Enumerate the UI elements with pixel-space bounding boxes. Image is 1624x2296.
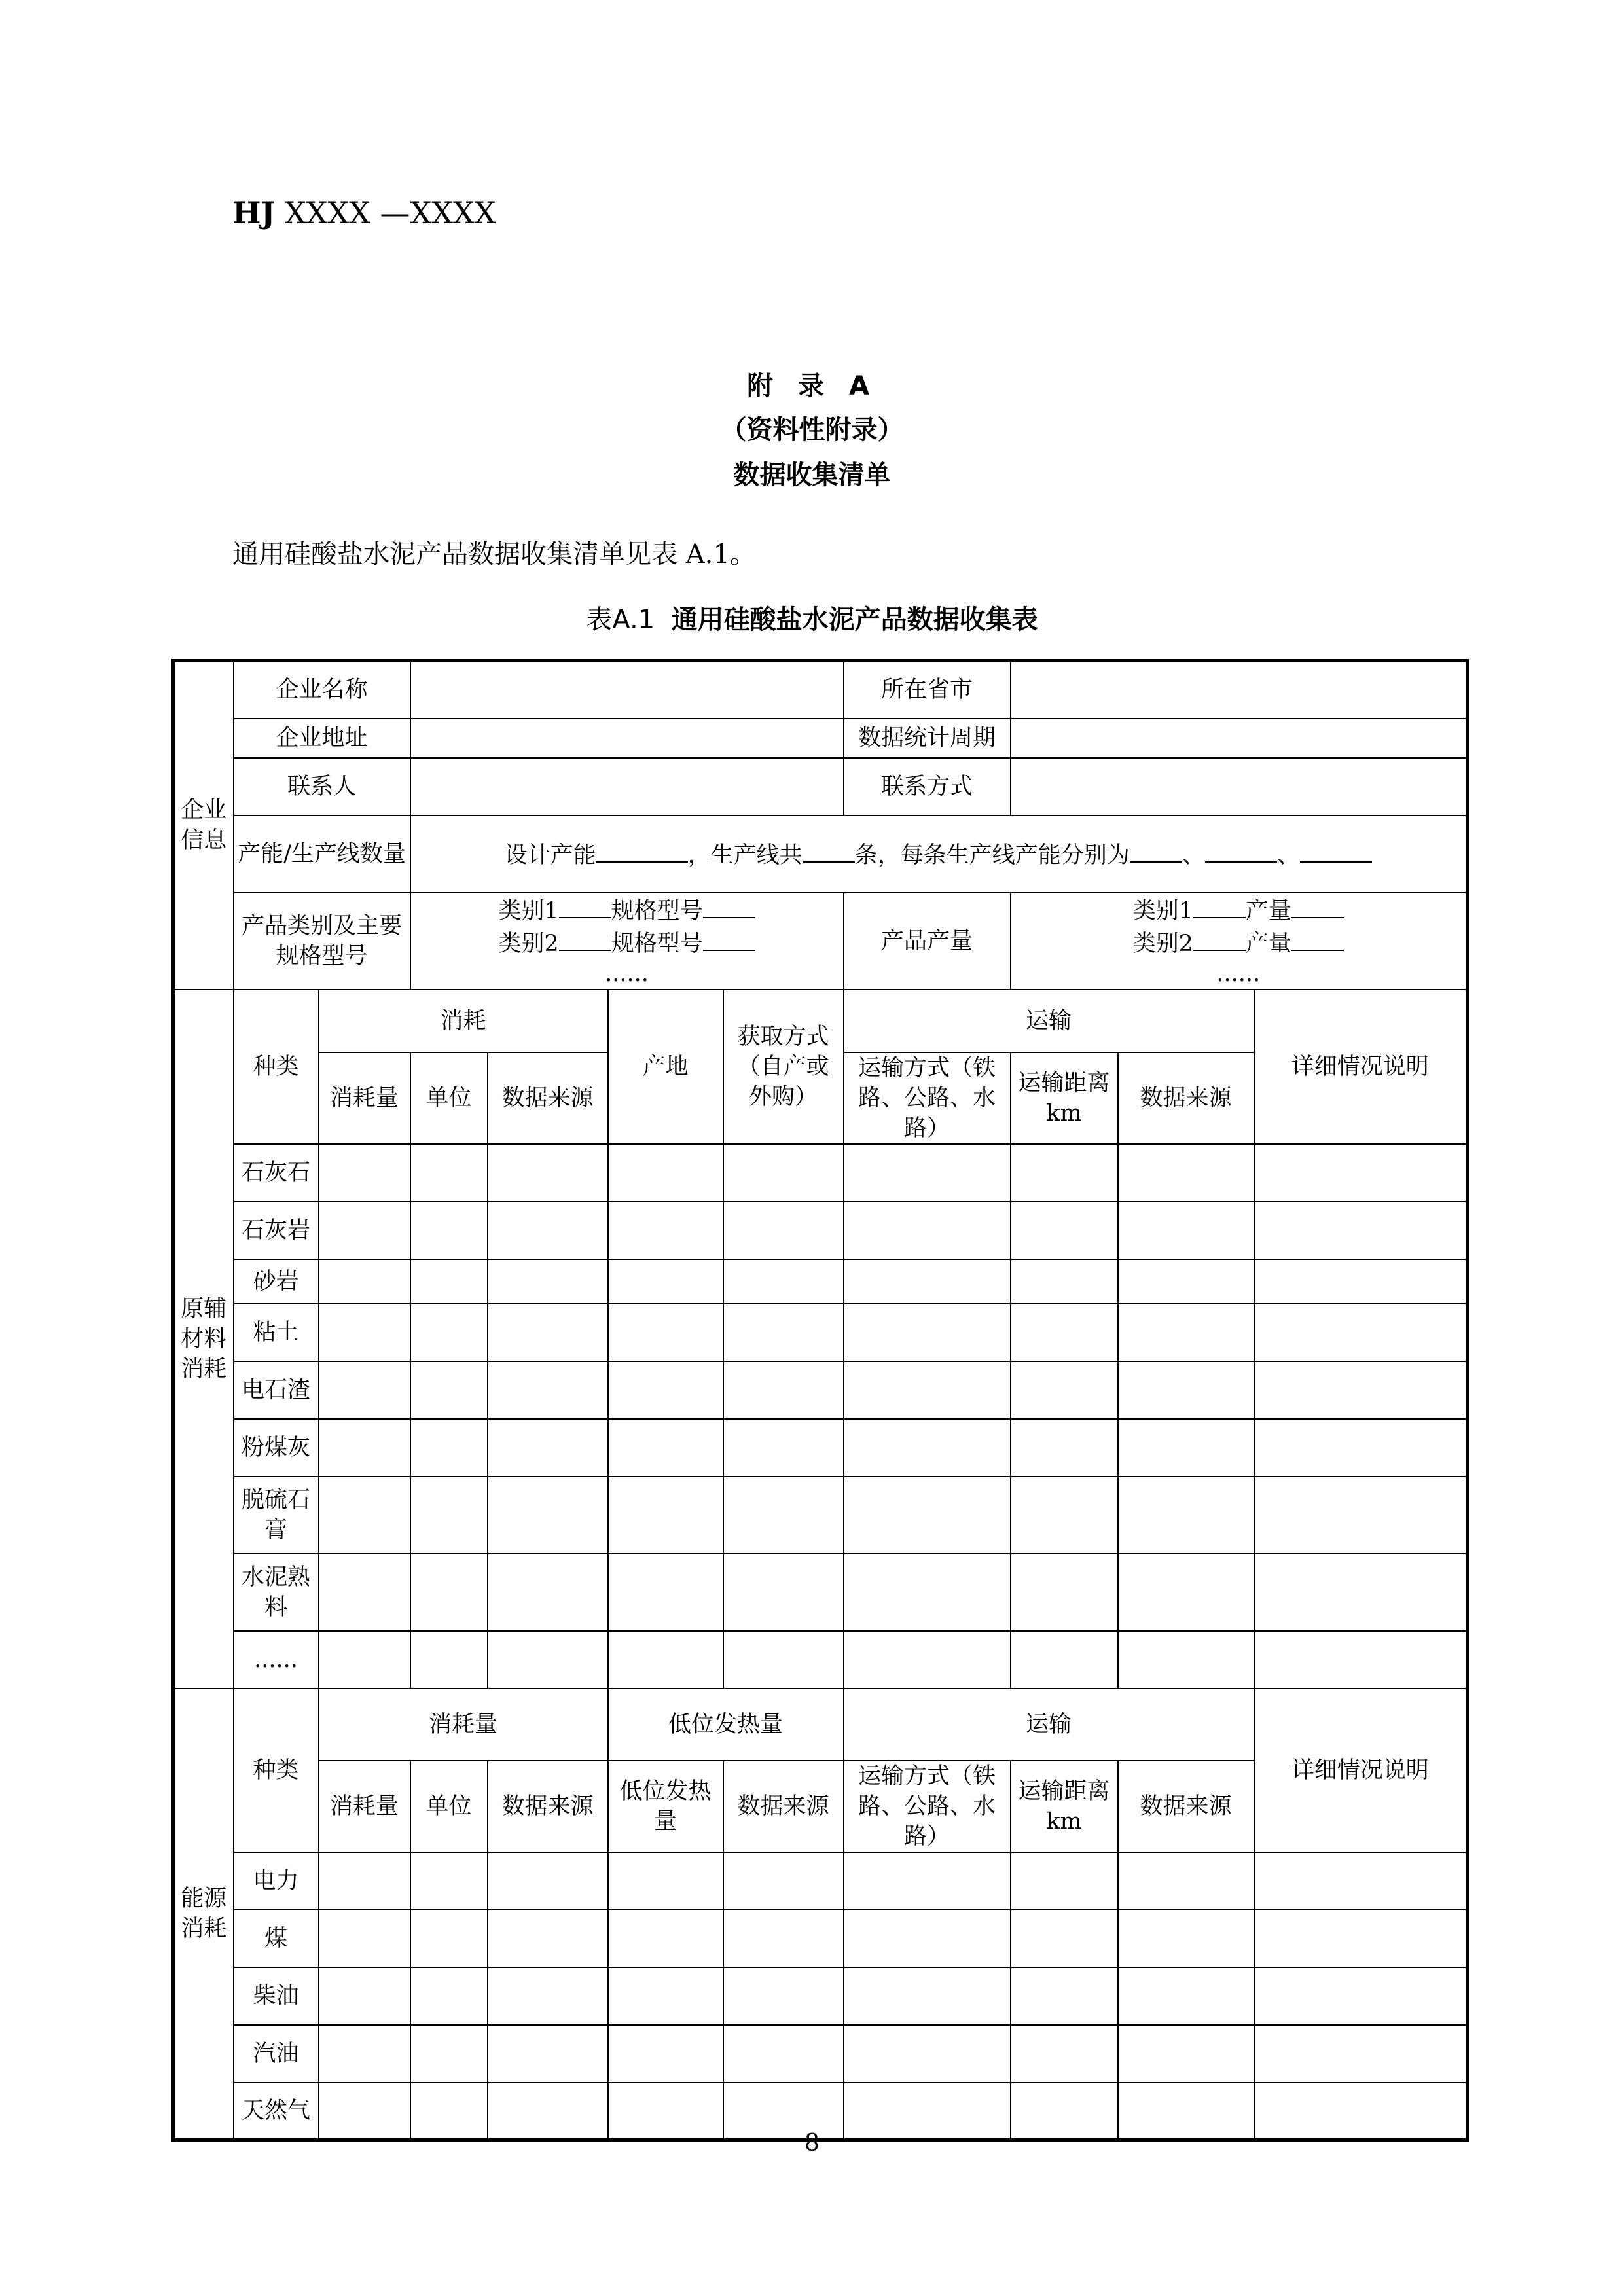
energy-amount-header: 消耗量 [319,1761,410,1852]
table-cell[interactable] [723,1852,844,1910]
product-cat1-blank[interactable] [559,893,611,918]
table-cell[interactable] [844,1419,1011,1477]
table-cell[interactable] [488,1477,608,1554]
table-cell[interactable] [319,1967,410,2025]
table-row [173,661,1468,719]
table-row [173,758,1468,816]
energy-transport-header: 运输 [844,1689,1254,1761]
output-label: 产品产量 [844,893,1011,990]
table-cell[interactable] [410,1477,488,1554]
table-cell[interactable] [319,1259,410,1304]
stat-period-label: 数据统计周期 [844,719,1011,758]
energy-unit-header: 单位 [410,1761,488,1852]
table-row [173,1554,1468,1631]
table-cell[interactable] [410,1202,488,1259]
energy-transport-distance-header: 运输距离km [1011,1761,1118,1852]
table-row [173,2025,1468,2083]
output-value[interactable] [1011,893,1468,990]
energy-transport-source-header: 数据来源 [1118,1761,1254,1852]
table-cell[interactable] [1118,1631,1254,1689]
table-cell[interactable] [488,1259,608,1304]
table-row [173,1304,1468,1361]
table-cell[interactable] [488,1202,608,1259]
raw-item-label: 粘土 [234,1304,319,1361]
table-cell[interactable] [1011,1361,1118,1419]
table-cell[interactable] [1011,1852,1118,1910]
table-cell[interactable] [410,1361,488,1419]
table-cell[interactable] [1118,1554,1254,1631]
table-row [173,719,1468,758]
stat-period-value[interactable] [1011,719,1468,758]
table-cell[interactable] [319,1631,410,1689]
table-cell[interactable] [1011,2025,1118,2083]
company-name-label: 企业名称 [234,661,410,719]
table-cell[interactable] [319,1419,410,1477]
energy-heat-sub-header: 低位发热量 [608,1761,723,1852]
table-cell[interactable] [488,1852,608,1910]
table-cell[interactable] [488,1910,608,1967]
raw-transport-source-header: 数据来源 [1118,1052,1254,1144]
table-cell[interactable] [1254,1419,1468,1477]
contact-person-label: 联系人 [234,758,410,816]
table-cell[interactable] [844,1202,1011,1259]
province-city-label: 所在省市 [844,661,1011,719]
table-cell[interactable] [844,1852,1011,1910]
raw-item-label: 砂岩 [234,1259,319,1304]
table-row [173,1477,1468,1554]
product-spec2-blank[interactable] [703,926,755,951]
raw-item-label: 水泥熟料 [234,1554,319,1631]
raw-origin-header: 产地 [608,990,723,1144]
table-row [173,990,1468,1052]
table-cell[interactable] [844,1361,1011,1419]
table-cell[interactable] [844,1144,1011,1202]
capacity-text-1: 设计产能 [504,842,596,869]
energy-heat-source-header: 数据来源 [723,1761,844,1852]
energy-transport-mode-header: 运输方式（铁路、公路、水路） [844,1761,1011,1852]
table-cell[interactable] [723,1554,844,1631]
product-cat1-label: 类别1 [498,897,559,924]
energy-heat-header: 低位发热量 [608,1689,844,1761]
table-cell[interactable] [723,2025,844,2083]
energy-section-label: 能源消耗 [173,1689,234,2140]
output-cat1-label: 类别1 [1132,897,1193,924]
table-row [173,1689,1468,1761]
table-cell[interactable] [723,1144,844,1202]
table-cell[interactable] [1011,1477,1118,1554]
code-prefix: HJ [232,195,276,230]
table-cell[interactable] [844,1259,1011,1304]
table-row [173,1361,1468,1419]
table-cell[interactable] [1254,1852,1468,1910]
table-row [173,816,1468,893]
line-capacity-blank-3[interactable] [1300,838,1372,863]
output-cat1-blank[interactable] [1193,893,1246,918]
table-cell[interactable] [319,1554,410,1631]
energy-details-header: 详细情况说明 [1254,1689,1468,1852]
table-cell[interactable] [608,1910,723,1967]
table-cell[interactable] [723,1202,844,1259]
table-cell[interactable] [608,2025,723,2083]
capacity-fill-line[interactable] [410,816,1468,893]
product-spec-value[interactable] [410,893,844,990]
table-cell[interactable] [844,1631,1011,1689]
raw-transport-distance-header: 运输距离km [1011,1052,1118,1144]
table-cell[interactable] [488,1361,608,1419]
raw-item-label: 脱硫石膏 [234,1477,319,1554]
table-cell[interactable] [723,1419,844,1477]
output-qty2-label: 产量 [1245,930,1291,957]
table-cell[interactable] [1118,1419,1254,1477]
product-spec1-label: 规格型号 [611,897,703,924]
table-cell[interactable] [723,1967,844,2025]
document-code-header [232,195,496,230]
table-cell[interactable] [488,1631,608,1689]
product-spec-label: 产品类别及主要规格型号 [234,893,410,990]
table-cell[interactable] [488,1554,608,1631]
product-spec1-blank[interactable] [703,893,755,918]
table-cell[interactable] [844,1304,1011,1361]
design-capacity-blank[interactable] [596,838,688,863]
table-cell[interactable] [1254,1967,1468,2025]
table-cell[interactable] [1011,1419,1118,1477]
page-number: 8 [804,2130,820,2157]
table-cell[interactable] [410,1631,488,1689]
table-cell[interactable] [319,1361,410,1419]
table-cell[interactable] [1254,1631,1468,1689]
output-qty1-label: 产量 [1245,897,1291,924]
energy-item-label: 煤 [234,1910,319,1967]
table-cell[interactable] [723,1259,844,1304]
table-cell[interactable] [1011,1554,1118,1631]
energy-item-label: 电力 [234,1852,319,1910]
data-collection-table [171,659,1469,2142]
table-cell[interactable] [1118,1304,1254,1361]
table-cell[interactable] [410,1554,488,1631]
product-cat2-blank[interactable] [559,926,611,951]
table-cell[interactable] [844,1967,1011,2025]
appendix-subtitle: （资料性附录） [720,415,904,445]
raw-consumption-header: 消耗 [319,990,608,1052]
contact-info-value[interactable] [1011,758,1468,816]
table-cell[interactable] [1118,1967,1254,2025]
raw-item-label: ...... [234,1631,319,1689]
table-cell[interactable] [319,1144,410,1202]
table-cell[interactable] [1254,1202,1468,1259]
raw-acquisition-header: 获取方式（自产或外购） [723,990,844,1144]
table-cell[interactable] [1254,2025,1468,2083]
raw-item-label: 电石渣 [234,1361,319,1419]
capacity-sep-1: 、 [1182,842,1205,869]
raw-material-section-label: 原辅材料消耗 [173,990,234,1689]
table-cell[interactable] [410,1419,488,1477]
table-caption [0,599,1624,636]
table-cell[interactable] [1118,1477,1254,1554]
table-row [173,1202,1468,1259]
table-cell[interactable] [410,1910,488,1967]
table-row [173,1259,1468,1304]
product-cat2-label: 类别2 [498,930,559,957]
code-rest: XXXX —XXXX [275,195,496,230]
line-count-blank[interactable] [803,838,855,863]
table-cell[interactable] [410,1144,488,1202]
table-cell[interactable] [488,2025,608,2083]
table-cell[interactable] [1118,1910,1254,1967]
table-cell[interactable] [1254,1144,1468,1202]
table-row [173,1419,1468,1477]
line-capacity-blank-2[interactable] [1205,838,1277,863]
table-title: 通用硅酸盐水泥产品数据收集表 [671,605,1038,635]
contact-info-label: 联系方式 [844,758,1011,816]
table-cell[interactable] [319,1910,410,1967]
raw-details-header: 详细情况说明 [1254,990,1468,1144]
output-ellipsis: ...... [1216,960,1261,987]
table-cell[interactable] [844,1554,1011,1631]
energy-item-label: 柴油 [234,1967,319,2025]
table-cell[interactable] [488,1967,608,2025]
table-cell[interactable] [608,1554,723,1631]
energy-source-header: 数据来源 [488,1761,608,1852]
table-cell[interactable] [608,1967,723,2025]
table-cell[interactable] [319,1477,410,1554]
capacity-label: 产能/生产线数量 [234,816,410,893]
output-cat2-label: 类别2 [1132,930,1193,957]
table-cell[interactable] [608,1419,723,1477]
table-cell[interactable] [1011,1631,1118,1689]
table-cell[interactable] [723,1631,844,1689]
raw-transport-header: 运输 [844,990,1254,1052]
table-cell[interactable] [410,1852,488,1910]
line-capacity-blank-1[interactable] [1130,838,1182,863]
table-cell[interactable] [608,1259,723,1304]
table-cell[interactable] [319,1304,410,1361]
raw-item-label: 石灰石 [234,1144,319,1202]
table-cell[interactable] [410,1304,488,1361]
contact-person-value[interactable] [410,758,844,816]
table-cell[interactable] [410,1259,488,1304]
output-cat2-blank[interactable] [1193,926,1246,951]
capacity-text-3: 条，每条生产线产能分别为 [854,842,1130,869]
table-row [173,1967,1468,2025]
intro-paragraph: 通用硅酸盐水泥产品数据收集清单见表 A.1。 [232,539,756,569]
table-cell[interactable] [1254,1554,1468,1631]
table-cell[interactable] [608,1202,723,1259]
table-cell[interactable] [1011,1259,1118,1304]
table-cell[interactable] [1254,1477,1468,1554]
table-cell[interactable] [608,1631,723,1689]
table-cell[interactable] [488,1304,608,1361]
raw-unit-header: 单位 [410,1052,488,1144]
table-cell[interactable] [319,2025,410,2083]
table-cell[interactable] [319,1852,410,1910]
table-cell[interactable] [1011,1304,1118,1361]
address-label: 企业地址 [234,719,410,758]
province-city-value[interactable] [1011,661,1468,719]
table-cell[interactable] [1011,1202,1118,1259]
table-number: 表A.1 [586,605,655,635]
table-row [173,1910,1468,1967]
raw-item-label: 石灰岩 [234,1202,319,1259]
address-value[interactable] [410,719,844,758]
table-row [173,893,1468,990]
table-cell[interactable] [608,1477,723,1554]
appendix-name: 数据收集清单 [733,460,891,490]
table-cell[interactable] [1118,1852,1254,1910]
table-cell[interactable] [1254,1304,1468,1361]
table-cell[interactable] [1254,1910,1468,1967]
table-cell[interactable] [1118,1361,1254,1419]
table-cell[interactable] [723,1910,844,1967]
product-spec2-label: 规格型号 [611,930,703,957]
table-cell[interactable] [844,1910,1011,1967]
raw-item-label: 粉煤灰 [234,1419,319,1477]
table-row [173,1144,1468,1202]
table-cell[interactable] [608,1304,723,1361]
product-ellipsis: ...... [605,960,649,987]
capacity-text-2: ，生产线共 [687,842,803,869]
table-cell[interactable] [488,1419,608,1477]
table-cell[interactable] [723,1304,844,1361]
raw-transport-mode-header: 运输方式（铁路、公路、水路） [844,1052,1011,1144]
table-cell[interactable] [410,1967,488,2025]
capacity-sep-2: 、 [1276,842,1300,869]
table-row [173,1631,1468,1689]
table-cell[interactable] [488,1144,608,1202]
energy-type-header: 种类 [234,1689,319,1852]
table-cell[interactable] [1118,1144,1254,1202]
table-cell[interactable] [1011,1967,1118,2025]
energy-item-label: 天然气 [234,2083,319,2140]
table-cell[interactable] [723,1361,844,1419]
table-cell[interactable] [844,1477,1011,1554]
table-cell[interactable] [1118,1202,1254,1259]
company-name-value[interactable] [410,661,844,719]
table-cell[interactable] [608,1144,723,1202]
table-cell[interactable] [1118,2025,1254,2083]
table-row [173,1852,1468,1910]
output-qty1-blank[interactable] [1291,893,1344,918]
output-qty2-blank[interactable] [1291,926,1344,951]
energy-consumption-header: 消耗量 [319,1689,608,1761]
raw-type-header: 种类 [234,990,319,1144]
table-cell[interactable] [608,1361,723,1419]
energy-item-label: 汽油 [234,2025,319,2083]
appendix-title: 附 录 A [747,371,877,401]
table-cell[interactable] [1011,1144,1118,1202]
table-cell[interactable] [1011,1910,1118,1967]
table-cell[interactable] [319,1202,410,1259]
enterprise-section-label: 企业信息 [173,661,234,990]
table-cell[interactable] [410,2025,488,2083]
table-cell[interactable] [1254,1361,1468,1419]
raw-source-header: 数据来源 [488,1052,608,1144]
table-cell[interactable] [844,2025,1011,2083]
table-cell[interactable] [1118,1259,1254,1304]
table-cell[interactable] [608,1852,723,1910]
table-cell[interactable] [1254,1259,1468,1304]
raw-amount-header: 消耗量 [319,1052,410,1144]
table-cell[interactable] [723,1477,844,1554]
